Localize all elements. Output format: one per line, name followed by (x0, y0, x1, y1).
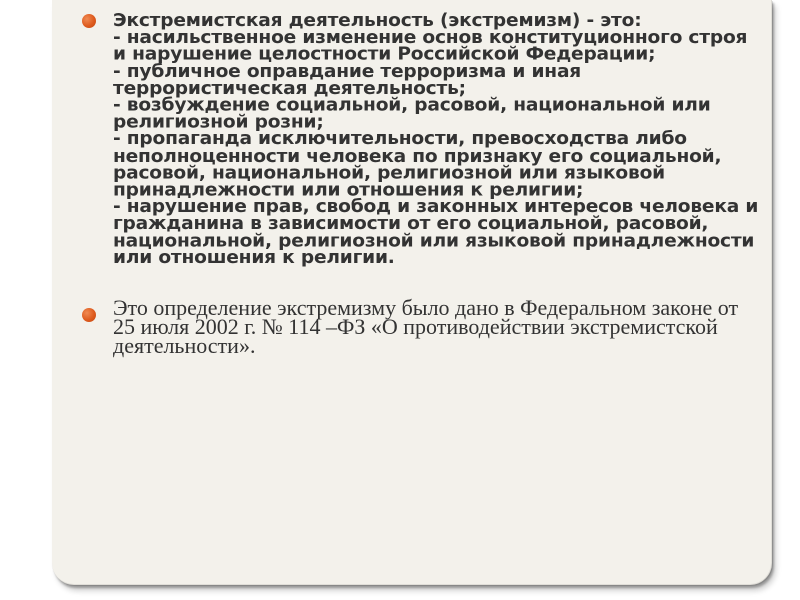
slide-content (80, 3, 760, 359)
bullet-dot-icon (82, 308, 96, 322)
bullet-item-extremism-definition (80, 3, 760, 286)
bullet-dot-icon (82, 14, 96, 28)
law-reference-text: Это определение экстремизму было дано в Федеральном законе от 25 июля 2002 г. № 114 –ФЗ «О противодействии экстремистской деятельности». (113, 295, 739, 359)
extremism-definition-text: Экстремистская деятельность (экстремизм) - это: - насильственное изменение основ конституционного строя и нарушение целостности Российской Федерации; - публичное оправдание терроризма и иная террористическая деятельность; - возбуждение социальной, расовой, национальной или религиозной розни; - пропаганда исключительности, превосходства либо неполноценности человека по признаку его социальной, расовой, национальной, религиозной или языковой принадлежности или отношения к религии; - нарушение прав, свобод и законных интересов человека и гражданина в зависимости от его социальной, расовой, национальной, религиозной или языковой принадлежности или отношения к религии. (113, 11, 759, 268)
bullet-item-law-reference (80, 295, 760, 359)
